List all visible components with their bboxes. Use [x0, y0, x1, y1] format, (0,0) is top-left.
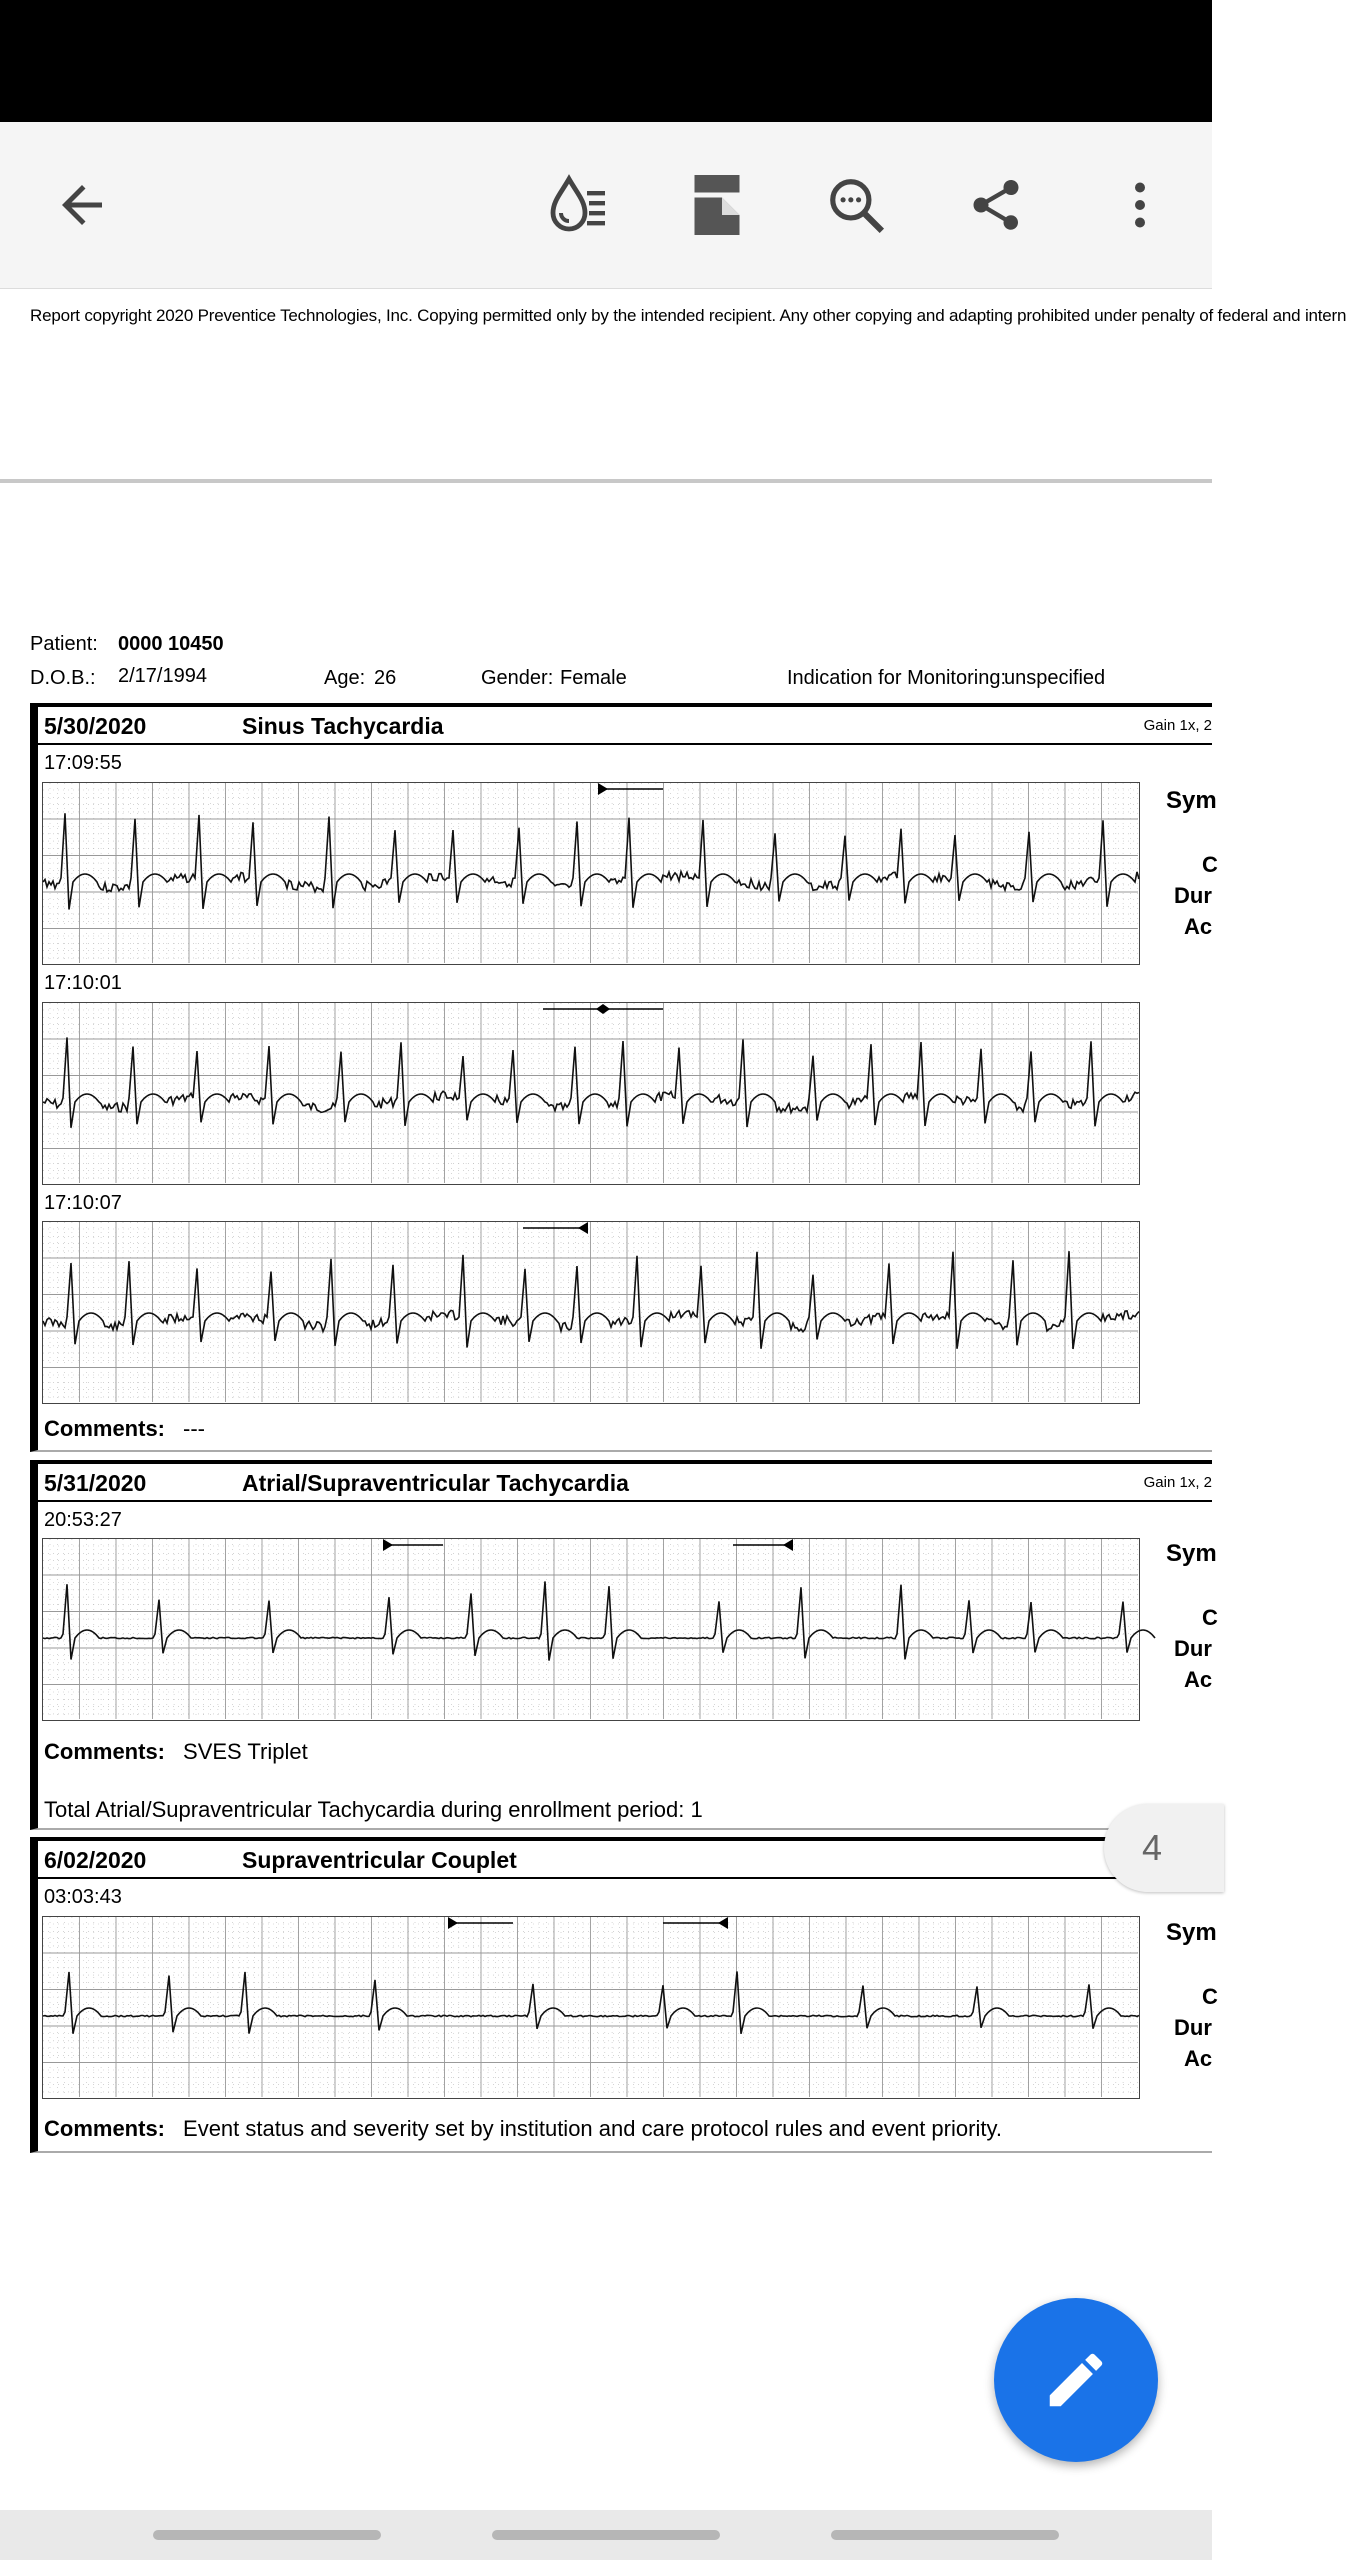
arrow-back-icon: [52, 175, 112, 235]
event-section: [30, 1460, 1218, 1830]
event-section: [30, 703, 1218, 1452]
total-count-line: Total Atrial/Supraventricular Tachycardia during enrollment period: 1: [44, 1797, 703, 1822]
comments-text: Event status and severity set by institution and care protocol rules and event priority.: [183, 2116, 1002, 2141]
ecg-strip: [42, 1221, 1140, 1404]
comments-text: ---: [183, 1416, 205, 1441]
strip-timestamp: 17:10:07: [44, 1192, 122, 1214]
strip-timestamp: 03:03:43: [44, 1886, 122, 1908]
reading-mode-icon: [541, 169, 613, 241]
event-date: 5/31/2020: [44, 1470, 147, 1496]
side-field: Dur: [1174, 2015, 1212, 2040]
event-type: Supraventricular Couplet: [242, 1847, 517, 1873]
gain-setting: Gain 1x, 2: [1143, 717, 1212, 734]
event-header: [38, 1464, 1212, 1500]
page-divider: [0, 479, 1212, 483]
strip-timestamp: 20:53:27: [44, 1509, 122, 1531]
edit-pencil-icon: [1041, 2345, 1111, 2415]
event-header: [38, 1841, 1212, 1877]
event-date: 6/02/2020: [44, 1847, 147, 1873]
symptom-label: Sym: [1166, 787, 1217, 814]
side-field: Ac: [1184, 914, 1213, 939]
comments-row: [44, 1416, 205, 1442]
dob-label: D.O.B.:: [30, 667, 96, 689]
symptom-label: Sym: [1166, 1540, 1217, 1567]
nav-pill[interactable]: [153, 2530, 381, 2540]
event-type: Sinus Tachycardia: [242, 713, 444, 739]
comments-text: SVES Triplet: [183, 1739, 308, 1764]
header-rule: [38, 743, 1212, 745]
ecg-strip: [42, 1538, 1140, 1721]
page-number-indicator: 4: [1104, 1804, 1224, 1892]
status-bar: [0, 0, 1212, 122]
side-field: Dur: [1174, 1636, 1212, 1661]
age-value: 26: [374, 667, 397, 689]
patient-id: 0000 10450: [118, 633, 224, 655]
search-icon: [825, 174, 887, 236]
side-field: C: [1202, 1605, 1218, 1630]
header-rule: [38, 1500, 1212, 1502]
back-button[interactable]: [32, 155, 132, 255]
strip-timestamp: 17:10:01: [44, 972, 122, 994]
comments-row: [44, 1739, 308, 1765]
side-field: Ac: [1184, 1667, 1213, 1692]
reading-mode-button[interactable]: [527, 155, 627, 255]
edit-fab-button[interactable]: [994, 2298, 1158, 2462]
event-date: 5/30/2020: [44, 713, 147, 739]
gender-label: Gender:: [481, 667, 554, 689]
search-button[interactable]: [806, 155, 906, 255]
indication-label: Indication for Monitoring:: [787, 667, 1007, 689]
symptom-label: Sym: [1166, 1919, 1217, 1946]
comments-label: Comments:: [44, 1739, 166, 1764]
share-button[interactable]: [946, 155, 1046, 255]
app-toolbar: [0, 122, 1212, 289]
copyright-text: Report copyright 2020 Preventice Technologies, Inc. Copying permitted only by the intended recipient. Any other copying and adapting prohibited under penalty of federal and intern: [30, 306, 1346, 325]
comments-row: [44, 2116, 1002, 2142]
event-section: [30, 1837, 1218, 2153]
more-vert-icon: [1110, 175, 1170, 235]
indication-value: unspecified: [1004, 667, 1106, 689]
comments-label: Comments:: [44, 2116, 166, 2141]
strip-timestamp: 17:09:55: [44, 752, 122, 774]
page-layout-button[interactable]: [667, 155, 767, 255]
more-options-button[interactable]: [1090, 155, 1190, 255]
comments-label: Comments:: [44, 1416, 166, 1441]
share-icon: [966, 175, 1026, 235]
gender-value: Female: [560, 667, 627, 689]
age-label: Age:: [324, 667, 366, 689]
side-field: C: [1202, 852, 1218, 877]
side-field: Ac: [1184, 2046, 1213, 2071]
side-field: Dur: [1174, 883, 1212, 908]
nav-pill[interactable]: [492, 2530, 720, 2540]
ecg-strip: [42, 1916, 1140, 2099]
page-layout-icon: [687, 172, 747, 238]
gain-setting: Gain 1x, 2: [1143, 1474, 1212, 1491]
system-nav-bar: [0, 2510, 1212, 2560]
event-type: Atrial/Supraventricular Tachycardia: [242, 1470, 629, 1496]
ecg-strip: [42, 1002, 1140, 1185]
header-rule: [38, 1877, 1212, 1879]
dob-value: 2/17/1994: [118, 665, 207, 687]
patient-label: Patient:: [30, 633, 98, 655]
nav-pill[interactable]: [831, 2530, 1059, 2540]
event-header: [38, 707, 1212, 743]
ecg-strip: [42, 782, 1140, 965]
side-field: C: [1202, 1984, 1218, 2009]
